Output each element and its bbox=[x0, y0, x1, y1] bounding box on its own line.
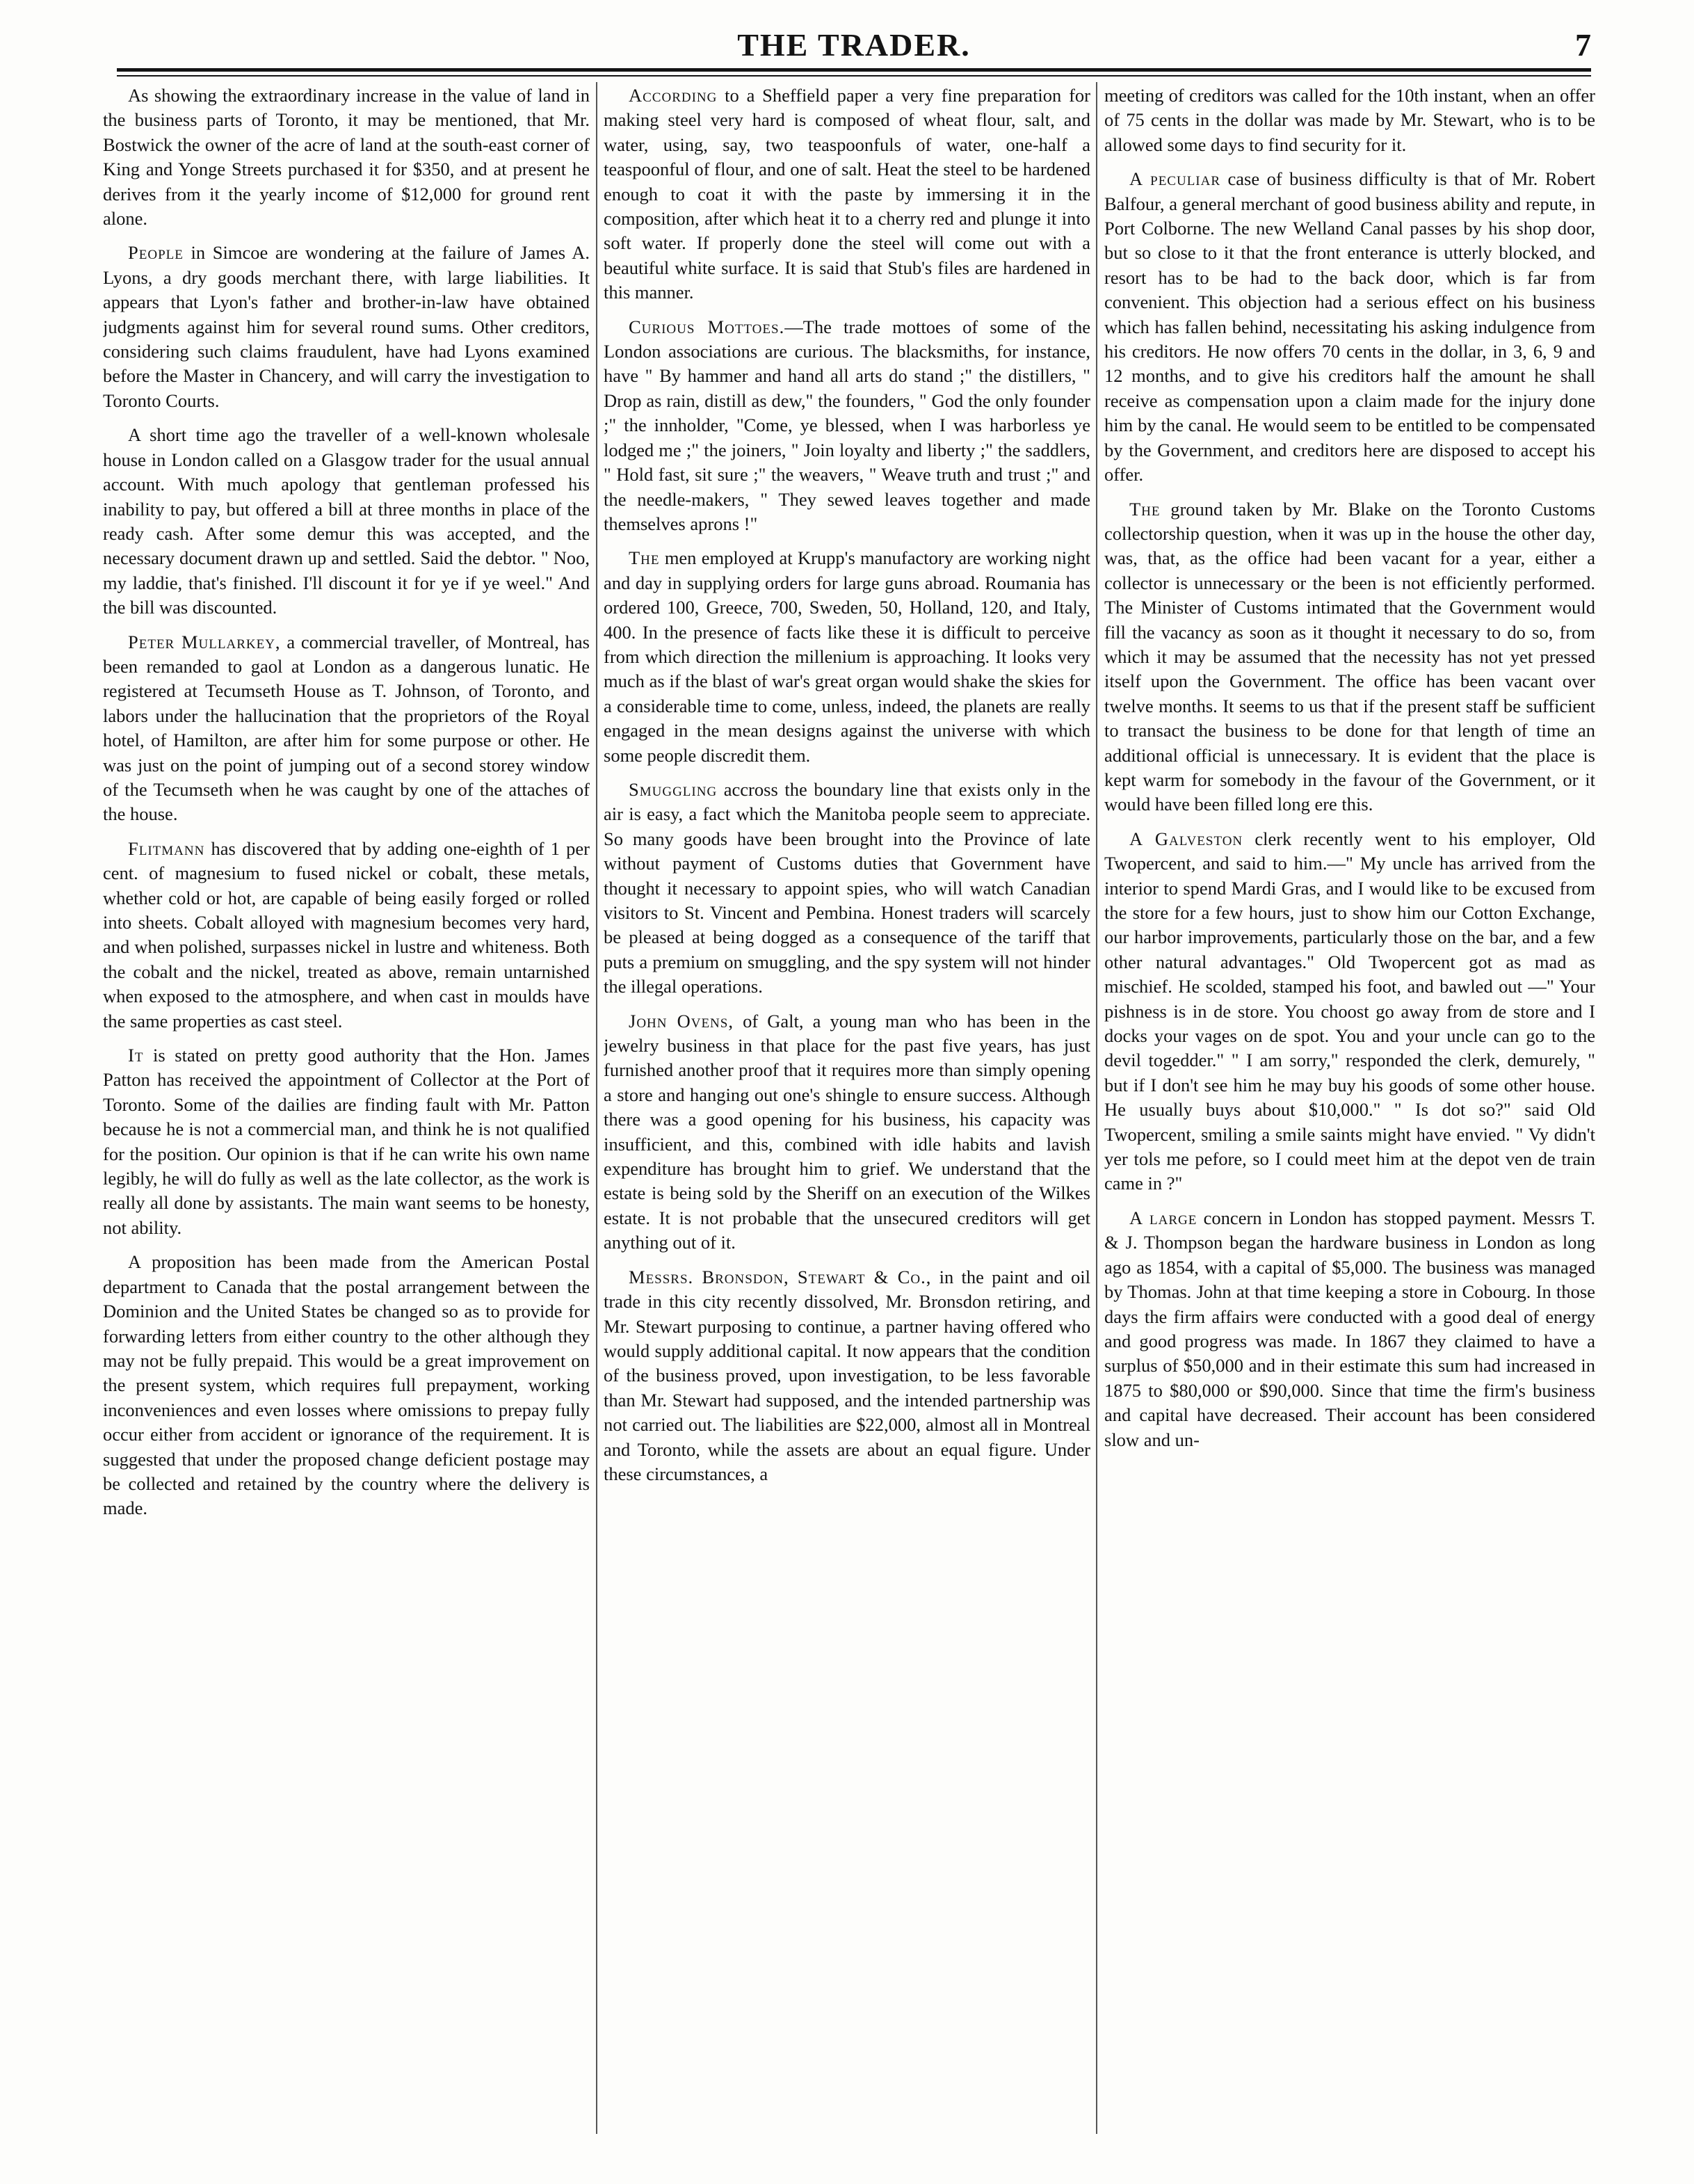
article-text: clerk recently went to his employer, Old Twopercent, and said to him.—" My uncle has arrived from the interior to spend Mardi Gras, and I would like to be excused from the store for a few hours, just to show him our Cotton Exchange, our harbor improvements, particularly those on the bar, and a few other natural advantages." Old Twopercent got as mad as mischief. He scolded, stamped his foot, and bawled out —" Your pishness is in de store. You choost go away from de store and I docks your vages on de spot. You and your uncle can go to the devil togedder." " I am sorry," responded the clerk, demurely, " but if I don't see him he may buy his goods of some other house. He usually buys about $10,000." " Is dot so?" said Old Twopercent, smiling a smile saints might have envied. " Vy didn't yer tols me pefore, so I could meet him at the depot ven de train came in ?" bbox=[1104, 828, 1595, 1194]
text-column-1 bbox=[103, 83, 590, 2142]
article-lead: It bbox=[128, 1045, 144, 1066]
article-paragraph bbox=[604, 315, 1090, 537]
article-text: A short time ago the traveller of a well-known wholesale house in London called on a Glasgow trader for the usual annual account. With much apology that gentleman professed his inability to pay, but offered a bill at three months in place of the ready cash. After some demur this was accepted, and the necessary document drawn up and settled. Said the debtor. " Noo, my laddie, that's finished. I'll discount it for ye if ye weel." And the bill was discounted. bbox=[103, 424, 590, 618]
article-paragraph bbox=[1104, 1206, 1595, 1452]
article-text: A proposition has been made from the American Postal department to Canada that the postal arrangement between the Dominion and the United States be changed so as to provide for forwarding letters from either country to the other although they may not be fully prepaid. This would be a great improvement on the present system, which requires full prepayment, working inconveniences and even losses where omissions to prepay fully occur either from accident or ignorance of the requirement. It is suggested that under the proposed change deficient postage may be collected and retained by the country where the delivery is made. bbox=[103, 1251, 590, 1519]
article-text: As showing the extraordinary increase in the value of land in the business parts of Toronto, it may be mentioned, that Mr. Bostwick the owner of the acre of land at the south-east corner of King and Yonge Streets purchased it for $350, and at present he derives from it the yearly income of $12,000 for ground rent alone. bbox=[103, 85, 590, 230]
column-divider bbox=[596, 82, 597, 2134]
article-paragraph bbox=[103, 83, 590, 231]
article-text: in Simcoe are wondering at the failure of James A. Lyons, a dry goods merchant there, with large liabilities. It appears that Lyon's father and brother-in-law have obtained judgments against him for several round sums. Other creditors, considering such claims fraudulent, have had Lyons examined before the Master in Chancery, and will carry the investigation to Toronto Courts. bbox=[103, 242, 590, 411]
page-title: THE TRADER. bbox=[737, 27, 971, 63]
article-text: —The trade mottoes of some of the London associations are curious. The blacksmiths, for instance, have " By hammer and hand all arts do stand ;" the distillers, " Drop as rain, distill as dew," the founders, " God the only founder ;" the innholder, "Come, ye blessed, when I was harborless ye lodged me ;" the joiners, " Join loyalty and liberty ;" the saddlers, " Hold fast, sit sure ;" the weavers, " Weave truth and trust ;" and the needle-makers, " They sewed leaves together and made themselves aprons !" bbox=[604, 316, 1090, 534]
header-rule-thin bbox=[117, 75, 1591, 77]
article-lead: Curious Mottoes. bbox=[629, 316, 785, 337]
header-rule-thick bbox=[117, 68, 1591, 72]
article-paragraph bbox=[103, 630, 590, 827]
article-lead: According bbox=[629, 85, 718, 106]
article-paragraph bbox=[103, 423, 590, 620]
text-column-2 bbox=[604, 83, 1090, 2142]
article-lead: Messrs. Bronsdon, Stewart & Co., bbox=[629, 1266, 932, 1287]
article-paragraph bbox=[103, 1043, 590, 1240]
article-lead: A large bbox=[1129, 1207, 1197, 1228]
article-lead: The bbox=[1129, 498, 1161, 520]
article-lead: The bbox=[629, 547, 660, 569]
article-lead: John Ovens, bbox=[629, 1010, 734, 1031]
article-paragraph bbox=[604, 778, 1090, 999]
article-paragraph bbox=[604, 1265, 1090, 1487]
article-text: to a Sheffield paper a very fine preparation for making steel very hard is composed of wheat flour, salt, and water, using, say, two teaspoonfuls of water, one-half a teaspoonful of flour, and one of salt. Heat the steel to be hardened enough to coat it with the paste by immersing it in the composition, after which heat it to a cherry red and plunge it into soft water. If properly done the steel will come out with a beautiful white surface. It is said that Stub's files are hardened in this manner. bbox=[604, 85, 1090, 303]
page-number: 7 bbox=[1575, 27, 1591, 63]
article-text: of Galt, a young man who has been in the jewelry business in that place for the past five years, has just furnished another proof that it requires more than simply opening a store and hanging out one's shingle to ensure success. Although there was a good opening for his business, his capacity was insufficient, and this, combined with idle habits and lavish expenditure has brought him to grief. We understand that the estate is being sold by the Sheriff on an execution of the Wilkes estate. It is not probable that the unsecured creditors will get anything out of it. bbox=[604, 1010, 1090, 1253]
article-paragraph bbox=[604, 83, 1090, 305]
article-paragraph bbox=[1104, 827, 1595, 1196]
article-text: accross the boundary line that exists only in the air is easy, a fact which the Manitoba people seem to appreciate. So many goods have been brought into the Province of late without payment of Customs duties that Government have thought it necessary to appoint spies, who will watch Canadian visitors to St. Vincent and Pembina. Honest traders will scarcely be pleased at being dogged as a consequence of the tariff that puts a premium on smuggling, and the spy system will not hinder the illegal operations. bbox=[604, 778, 1090, 997]
article-paragraph bbox=[1104, 167, 1595, 487]
article-lead: Smuggling bbox=[629, 778, 718, 800]
article-paragraph bbox=[103, 241, 590, 413]
masthead bbox=[117, 25, 1591, 65]
article-text: a commercial traveller, of Montreal, has been remanded to gaol at London as a dangerous lunatic. He registered at Tecumseth House as T. Johnson, of Toronto, and labors under the hallucination that the proprietors of the Royal hotel, of Hamilton, are after him for some purpose or other. He was just on the point of jumping out of a second storey window of the Tecumseth when he was caught by one of the attaches of the house. bbox=[103, 631, 590, 825]
article-text: case of business difficulty is that of Mr. Robert Balfour, a general merchant of good business ability and repute, in Port Colborne. The new Welland Canal passes by his shop door, but so close to it that the front enterance is utterly blocked, and resort has to be had to the back door, which is far from convenient. This objection had a serious effect on his business which has fallen behind, necessitating his asking indulgence from his creditors. He now offers 70 cents in the dollar, in 3, 6, 9 and 12 months, and to give his creditors half the amount he shall receive as compensation upon a claim made for the injury done him by the canal. He would seem to be entitled to be compensated by the Government, and creditors here are disposed to accept his offer. bbox=[1104, 168, 1595, 485]
article-lead: Flitmann bbox=[128, 837, 205, 859]
article-text: is stated on pretty good authority that the Hon. James Patton has received the appointment of Collector at the Port of Toronto. Some of the dailies are finding fault with Mr. Patton because he is not a commercial man, and think he is not qualified for the position. Our opinion is that if he can write his own name legibly, he will do fully as well as the late collector, as the work is really all done by assistants. The main want seems to be honesty, not ability. bbox=[103, 1045, 590, 1238]
article-paragraph bbox=[604, 546, 1090, 768]
article-lead: A Galveston bbox=[1129, 828, 1243, 849]
article-text: ground taken by Mr. Blake on the Toronto Customs collectorship question, when it was up in the house the other day, was, that, as the office had been vacant for a year, either a collector is unnecessary or the been is not efficiently performed. The Minister of Customs intimated that the Government would fill the vacancy as soon as it thought it necessary to do so, from which it may be assumed that the necessity has not yet pressed itself upon the Government. The office has been vacant over twelve months. It seems to us that if the present staff be sufficient to transact the business to be done for that length of time an additional official is unnecessary. It is evident that the place is kept warm for somebody in the favour of the Government, or it would have been filled long ere this. bbox=[1104, 498, 1595, 815]
text-column-3 bbox=[1104, 83, 1595, 2142]
article-text: men employed at Krupp's manufactory are working night and day in supplying orders for large guns abroad. Roumania has ordered 100, Greece, 700, Sweden, 50, Holland, 120, and Italy, 400. In the presence of facts like these it is difficult to perceive from which direction the millenium is approaching. It looks very much as if the blast of war's great organ would shake the skies for a considerable time to come, unless, indeed, the planets are really engaged in the mean designs against the universe with which some people discredit them. bbox=[604, 547, 1090, 766]
article-paragraph bbox=[1104, 83, 1595, 157]
article-lead: People bbox=[128, 242, 184, 264]
article-text: meeting of creditors was called for the 10th instant, when an offer of 75 cents in the dollar was made by Mr. Stewart, who is to be allowed some days to find security for it. bbox=[1104, 85, 1595, 155]
article-lead: Peter Mullarkey, bbox=[128, 631, 281, 652]
article-lead: A peculiar bbox=[1129, 168, 1221, 190]
article-paragraph bbox=[1104, 497, 1595, 817]
column-divider bbox=[1096, 82, 1097, 2134]
article-text: concern in London has stopped payment. Messrs T. & J. Thompson began the hardware business in London as long ago as 1854, with a capital of $5,000. The business was managed by Thomas. John at that time keeping a store in Cobourg. In those days the firm affairs were conducted with a good deal of energy and good progress was made. In 1867 they claimed to have a surplus of $50,000 and in their estimate this sum had increased in 1875 to $80,000 or $90,000. Since that time the firm's business and capital have decreased. Their account has been considered slow and un- bbox=[1104, 1207, 1595, 1450]
article-paragraph bbox=[103, 837, 590, 1034]
article-text: has discovered that by adding one-eighth of 1 per cent. of magnesium to fused nickel or cobalt, these metals, whether cold or hot, are capable of being easily forged or rolled into sheets. Cobalt alloyed with magnesium becomes very hard, and when polished, surpasses nickel in lustre and whiteness. Both the cobalt and the nickel, treated as above, remain untarnished when exposed to the atmosphere, and when cast in moulds have the same properties as cast steel. bbox=[103, 837, 590, 1031]
article-paragraph bbox=[103, 1250, 590, 1520]
article-text: in the paint and oil trade in this city recently dissolved, Mr. Bronsdon retiring, and Mr. Stewart purposing to continue, a partner having offered who would supply additional capital. It now appears that the condition of the business proved, upon investigation, to be less favorable than Mr. Stewart had supposed, and the intended partnership was not carried out. The liabilities are $22,000, almost all in Montreal and Toronto, while the assets are about an equal figure. Under these circumstances, a bbox=[604, 1266, 1090, 1484]
article-paragraph bbox=[604, 1009, 1090, 1255]
